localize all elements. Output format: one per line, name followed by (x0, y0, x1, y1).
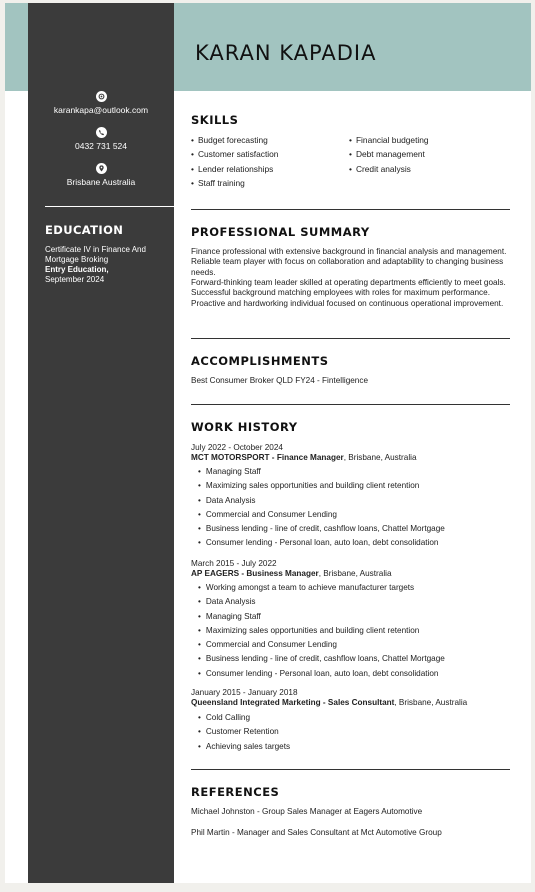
duty-item: • Working amongst a team to achieve manufacturer targets (198, 581, 445, 595)
job-dates: January 2015 - January 2018 (191, 688, 298, 697)
accomplishments-heading: ACCOMPLISHMENTS (191, 354, 329, 368)
section-divider (191, 209, 510, 210)
candidate-name: KARAN KAPADIA (195, 41, 377, 65)
job-employer-role: MCT MOTORSPORT - Finance Manager (191, 453, 344, 462)
location-pin-icon (96, 163, 107, 174)
skill-item: • Staff training (191, 176, 278, 190)
accomplishment-item: Best Consumer Broker QLD FY24 - Fintelligence (191, 376, 369, 385)
duty-item: • Data Analysis (198, 595, 445, 609)
work-history-heading: WORK HISTORY (191, 420, 298, 434)
skill-item: • Debt management (349, 147, 429, 161)
summary-heading: PROFESSIONAL SUMMARY (191, 225, 370, 239)
skills-list-right (349, 133, 429, 176)
duty-item: • Data Analysis (198, 494, 445, 508)
summary-paragraph-1: Finance professional with extensive background in financial analysis and management. Reliable team player with focus on collaboration and adaptability to changing business needs. (191, 247, 507, 277)
job-duties (198, 581, 445, 681)
duty-item: • Consumer lending - Personal loan, auto loan, debt consolidation (198, 667, 445, 681)
job-title (191, 569, 392, 578)
job-dates: July 2022 - October 2024 (191, 443, 283, 452)
job-location: , Brisbane, Australia (343, 453, 417, 462)
duty-item: • Business lending - line of credit, cashflow loans, Chattel Mortgage (198, 522, 445, 536)
summary-paragraph-2: Forward-thinking team leader skilled at operating departments efficiently to meet goals. Successful background matching employees with roles for maximum performance. Proactive and hardworking individual focused on continuous operational improvement. (191, 278, 506, 308)
skill-item: • Financial budgeting (349, 133, 429, 147)
duty-item: • Cold Calling (198, 711, 290, 725)
phone-text: 0432 731 524 (75, 141, 127, 151)
email-text: karankapa@outlook.com (53, 105, 149, 115)
duty-item: • Maximizing sales opportunities and building client retention (198, 624, 445, 638)
education-entry (45, 245, 163, 285)
education-date: September 2024 (45, 275, 105, 284)
job-location: , Brisbane, Australia (394, 698, 468, 707)
duty-item: • Managing Staff (198, 610, 445, 624)
location-text: Brisbane Australia (66, 177, 136, 187)
section-divider (191, 404, 510, 405)
skills-list-left (191, 133, 278, 190)
job-employer-role: Queensland Integrated Marketing - Sales Consultant (191, 698, 395, 707)
duty-item: • Commercial and Consumer Lending (198, 638, 445, 652)
sidebar-divider (45, 206, 174, 207)
duty-item: • Achieving sales targets (198, 740, 290, 754)
job-duties (198, 711, 290, 754)
job-duties (198, 465, 445, 551)
resume-page (5, 3, 531, 883)
skill-item: • Credit analysis (349, 162, 429, 176)
section-divider (191, 338, 510, 339)
skill-item: • Budget forecasting (191, 133, 278, 147)
reference-item: Michael Johnston - Group Sales Manager at Eagers Automotive (191, 807, 423, 816)
contact-email (28, 91, 174, 115)
duty-item: • Business lending - line of credit, cashflow loans, Chattel Mortgage (198, 652, 445, 666)
contact-phone (28, 127, 174, 151)
section-divider (191, 769, 510, 770)
reference-item: Phil Martin - Manager and Sales Consultant at Mct Automotive Group (191, 828, 442, 837)
duty-item: • Maximizing sales opportunities and building client retention (198, 479, 445, 493)
phone-icon (96, 127, 107, 138)
education-degree: Certificate IV in Finance And Mortgage Broking (45, 245, 146, 264)
duty-item: • Commercial and Consumer Lending (198, 508, 445, 522)
skill-item: • Customer satisfaction (191, 147, 278, 161)
education-heading: EDUCATION (45, 223, 124, 237)
contact-location (28, 163, 174, 187)
duty-item: • Customer Retention (198, 725, 290, 739)
duty-item: • Managing Staff (198, 465, 445, 479)
skill-item: • Lender relationships (191, 162, 278, 176)
job-employer-role: AP EAGERS - Business Manager (191, 569, 319, 578)
email-icon (96, 91, 107, 102)
education-school-line: Entry Education, (45, 265, 109, 274)
education-school: Entry Education (45, 265, 107, 274)
job-title (191, 453, 417, 462)
skills-heading: SKILLS (191, 113, 239, 127)
references-heading: REFERENCES (191, 785, 280, 799)
job-title (191, 698, 467, 707)
job-dates: March 2015 - July 2022 (191, 559, 277, 568)
duty-item: • Consumer lending - Personal loan, auto loan, debt consolidation (198, 536, 445, 550)
job-location: , Brisbane, Australia (318, 569, 392, 578)
